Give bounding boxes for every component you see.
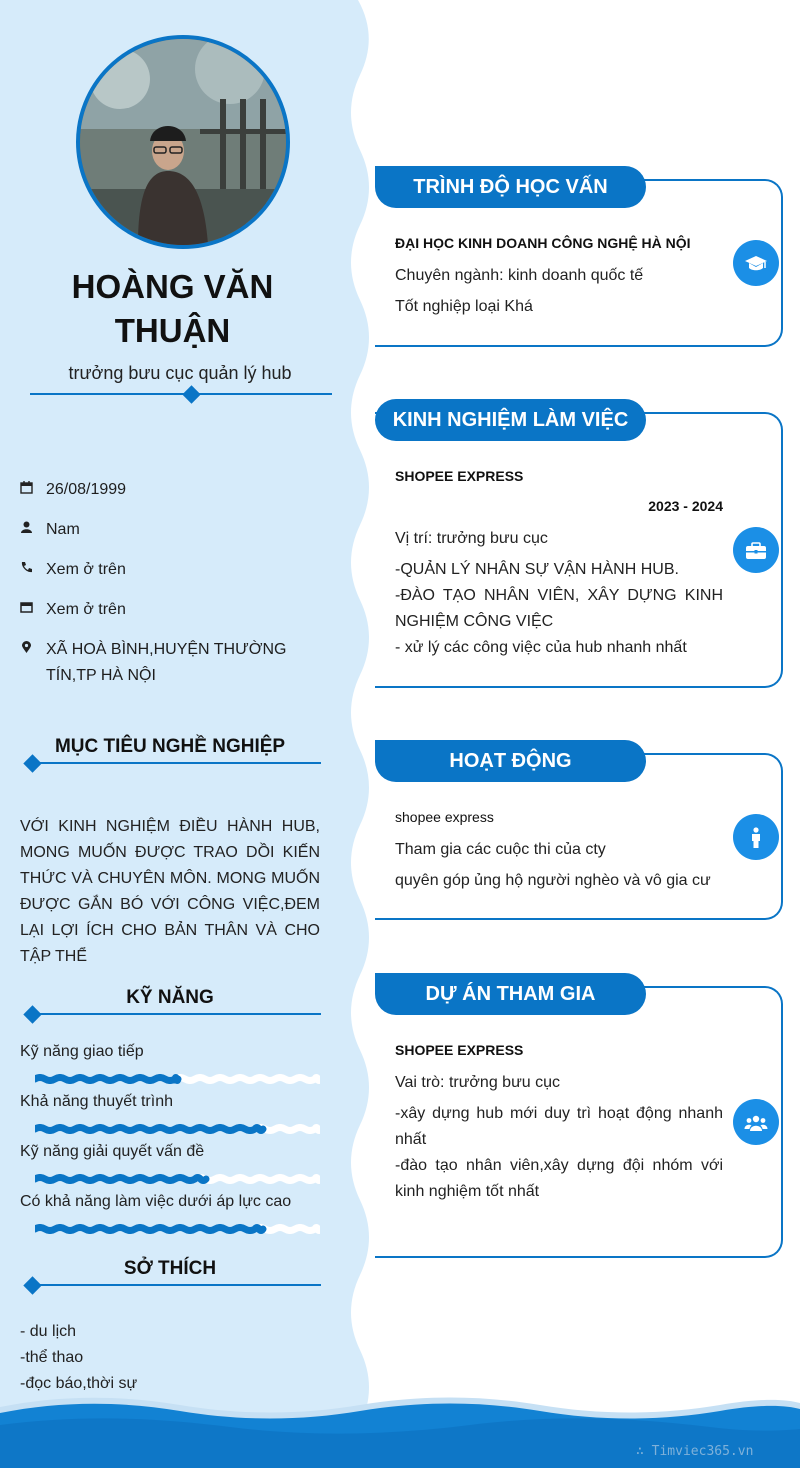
activities-heading: HOẠT ĐỘNG (375, 740, 646, 782)
experience-duty: -QUẢN LÝ NHÂN SỰ VẬN HÀNH HUB. (395, 561, 679, 578)
skill-label: Có khả năng làm việc dưới áp lực cao (20, 1193, 292, 1210)
person-icon (733, 814, 779, 860)
experience-position: Vị trí: trưởng bưu cục (395, 530, 548, 547)
experience-duty: - xử lý các công việc của hub nhanh nhất (395, 639, 687, 656)
experience-company: SHOPEE EXPRESS (395, 468, 524, 484)
info-text: Xem ở trên (46, 601, 126, 618)
hobby-item: -thể thao (20, 1349, 84, 1366)
job-title: trưởng bưu cục quản lý hub (68, 363, 292, 383)
info-text: Xem ở trên (46, 561, 126, 578)
skill-bar-fill (35, 1228, 263, 1231)
skill-bar (35, 1074, 320, 1084)
calendar-icon (20, 477, 46, 503)
user-icon (20, 517, 46, 543)
objective-text: VỚI KINH NGHIỆM ĐIỀU HÀNH HUB, MONG MUỐN ĐƯỢC TRAO DỒI KIẾN THỨC VÀ CHUYÊN MÔN. MONG MUỐN ĐƯỢC GẮN BÓ VỚI CÔNG VIỆC,ĐEM LẠI LỢI ÍCH CHO BẢN THÂN VÀ CHO TẬP THỂ (20, 818, 320, 965)
watermark: ∴ Timviec365.vn (636, 1444, 754, 1459)
hobbies-heading: SỞ THÍCH (123, 1258, 217, 1279)
objective-divider (32, 762, 321, 764)
hobby-item: -đọc báo,thời sự (20, 1375, 138, 1392)
name-line-2: THUẬN (114, 312, 231, 349)
phone-icon (20, 557, 46, 583)
skills-heading: KỸ NĂNG (126, 987, 214, 1008)
education-line: Tốt nghiệp loại Khá (395, 298, 533, 315)
projects-org: SHOPEE EXPRESS (395, 1042, 524, 1058)
location-icon (20, 637, 46, 689)
skill-bar-fill (35, 1078, 178, 1081)
projects-heading: DỰ ÁN THAM GIA (375, 973, 646, 1015)
candidate-name (20, 265, 325, 353)
experience-period: 2023 - 2024 (648, 498, 723, 514)
experience-duty: -ĐÀO TẠO NHÂN VIÊN, XÂY DỰNG KINH NGHIỆM CÔNG VIỆC (395, 587, 723, 630)
info-gender (20, 517, 320, 543)
email-icon (20, 597, 46, 623)
skill-bar-fill (35, 1128, 263, 1131)
avatar (76, 35, 290, 249)
info-text: 26/08/1999 (46, 481, 127, 498)
projects-line: -đào tạo nhân viên,xây dựng đội nhóm với kinh nghiệm tốt nhất (395, 1157, 723, 1200)
skill-bar (35, 1174, 320, 1184)
skills-divider (32, 1013, 321, 1015)
users-icon (733, 1099, 779, 1145)
skill-label: Kỹ năng giao tiếp (20, 1043, 144, 1060)
activities-line: quyên góp ủng hộ người nghèo và vô gia cư (395, 872, 711, 889)
education-school: ĐẠI HỌC KINH DOANH CÔNG NGHỆ HÀ NỘI (395, 235, 691, 251)
skill-bar (35, 1124, 320, 1134)
info-text: XÃ HOÀ BÌNH,HUYỆN THƯỜNG TÍN,TP HÀ NỘI (46, 641, 287, 684)
experience-heading: KINH NGHIỆM LÀM VIỆC (375, 399, 646, 441)
education-line: Chuyên ngành: kinh doanh quốc tế (395, 267, 644, 284)
hobbies-divider (32, 1284, 321, 1286)
info-address (20, 637, 320, 689)
info-phone (20, 557, 320, 583)
hobby-item: - du lịch (20, 1323, 77, 1340)
info-email (20, 597, 320, 623)
profile-photo (80, 39, 286, 245)
projects-line: -xây dựng hub mới duy trì hoạt động nhanh nhất (395, 1105, 723, 1148)
skill-bar (35, 1224, 320, 1234)
skill-label: Kỹ năng giải quyết vấn đề (20, 1143, 205, 1160)
info-birthdate (20, 477, 320, 503)
graduation-cap-icon (733, 240, 779, 286)
briefcase-icon (733, 527, 779, 573)
activities-org: shopee express (395, 809, 494, 825)
skill-label: Khả năng thuyết trình (20, 1093, 173, 1110)
name-line-1: HOÀNG VĂN (71, 268, 274, 305)
projects-role: Vai trò: trưởng bưu cục (395, 1074, 561, 1091)
skill-bar-fill (35, 1178, 206, 1181)
activities-line: Tham gia các cuộc thi của cty (395, 841, 606, 858)
objective-heading: MỤC TIÊU NGHỀ NGHIỆP (54, 736, 286, 757)
info-text: Nam (46, 521, 80, 538)
education-heading: TRÌNH ĐỘ HỌC VẤN (375, 166, 646, 208)
